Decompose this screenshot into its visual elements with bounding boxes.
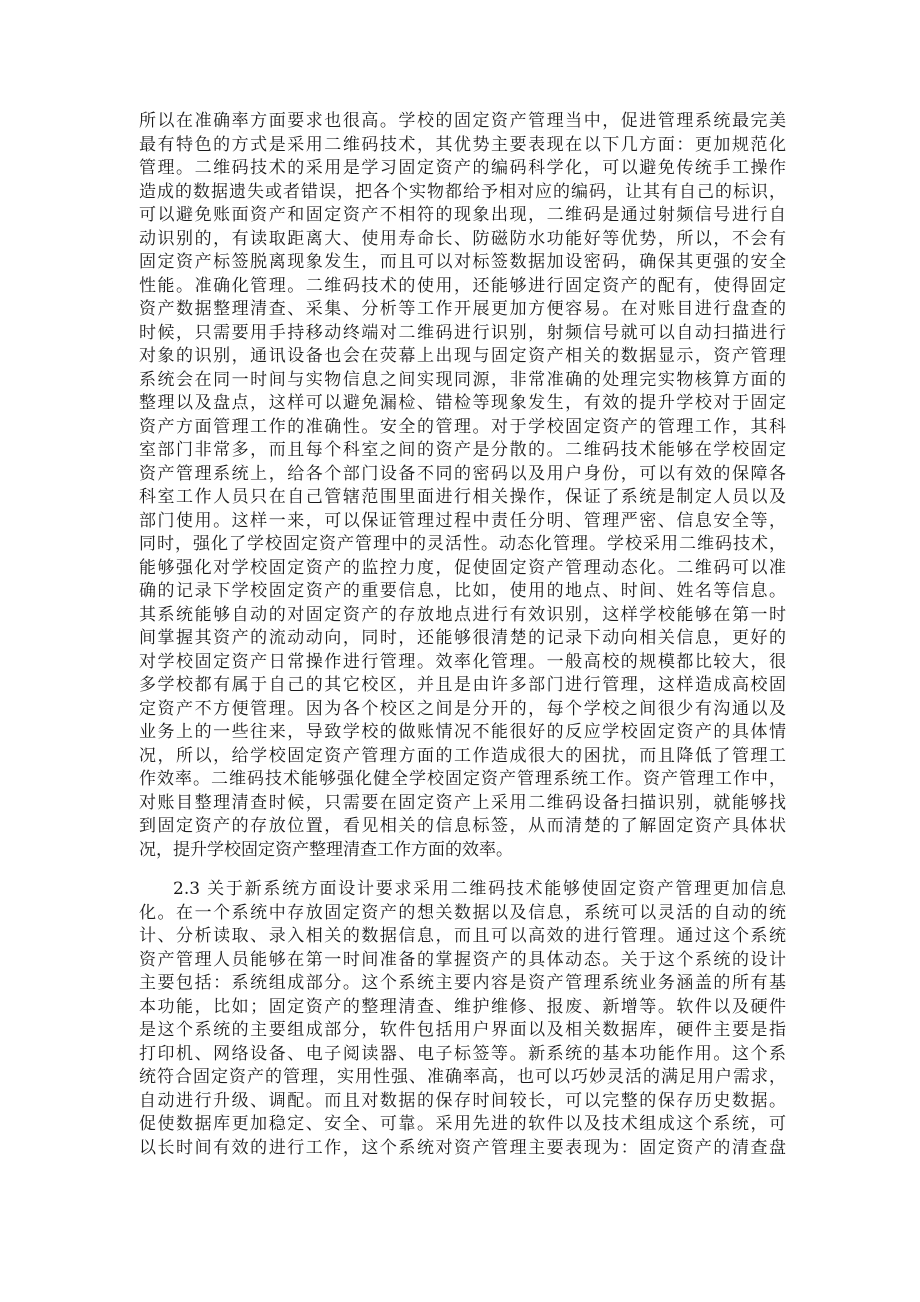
text-line: 对象的识别，通讯设备也会在荧幕上出现与固定资产相关的数据显示，资产管理 [139,346,786,366]
paragraph-gap [139,862,786,878]
text-line: 计、分析读取、录入相关的数据信息，而且可以高效的进行管理。通过这个系统 [139,926,786,946]
text-line: 确的记录下学校固定资产的重要信息，比如，使用的地点、时间、姓名等信息。 [139,581,786,601]
text-line: 对账目整理清查时候，只需要在固定资产上采用二维码设备扫描识别，就能够找 [139,792,786,813]
text-line: 资产管理系统上，给各个部门设备不同的密码以及用户身份，可以有效的保障各 [139,463,786,484]
text-line: 科室工作人员只在自己管辖范围里面进行相关操作，保证了系统是制定人员以及 [139,487,786,507]
text-line: 况，提升学校固定资产整理清查工作方面的效率。 [139,839,513,860]
text-line: 作效率。二维码技术能够强化健全学校固定资产管理系统工作。资产管理工作中， [139,769,786,789]
text-line: 主要包括：系统组成部分。这个系统主要内容是资产管理系统业务涵盖的所有基 [139,973,786,993]
text-line: 多学校都有属于自己的其它校区，并且是由许多部门进行管理，这样造成高校固 [139,675,786,695]
text-line: 最有特色的方式是采用二维码技术，其优势主要表现在以下几方面：更加规范化 [139,134,786,155]
text-line: 性能。准确化管理。二维码技术的使用，还能够进行固定资产的配有，使得固定 [139,275,786,296]
text-line: 资产数据整理清查、采集、分析等工作开展更加方便容易。在对账目进行盘查的 [139,299,786,319]
text-line: 系统会在同一时间与实物信息之间实现同源，非常准确的处理完实物核算方面的 [139,369,786,390]
text-line: 其系统能够自动的对固定资产的存放地点进行有效识别，这样学校能够在第一时 [139,604,786,625]
text-line: 资产管理人员能够在第一时间准备的掌握资产的具体动态。关于这个系统的设计 [139,949,786,970]
text-line: 打印机、网络设备、电子阅读器、电子标签等。新系统的基本功能作用。这个系 [139,1043,786,1064]
text-line: 本功能，比如；固定资产的整理清查、维护维修、报废、新增等。软件以及硬件 [139,996,786,1017]
text-line: 间掌握其资产的流动动向，同时，还能够很清楚的记录下动向相关信息，更好的 [139,628,786,648]
text-line: 固定资产标签脱离现象发生，而且可以对标签数据加设密码，确保其更强的安全 [139,252,786,272]
paragraph-2 [139,878,786,1160]
document-page [139,110,786,1160]
text-line: 促使数据库更加稳定、安全、可靠。采用先进的软件以及技术组成这个系统，可 [139,1114,786,1134]
text-line: 能够强化对学校固定资产的监控力度，促使固定资产管理动态化。二维码可以准 [139,557,786,578]
text-line: 况，所以，给学校固定资产管理方面的工作造成很大的困扰，而且降低了管理工 [139,745,786,766]
text-line: 到固定资产的存放位置，看见相关的信息标签，从而清楚的了解固定资产具体状 [139,816,786,836]
text-line: 化。在一个系统中存放固定资产的想关数据以及信息，系统可以灵活的自动的统 [139,902,786,923]
text-line: 管理。二维码技术的采用是学习固定资产的编码科学化，可以避免传统手工操作 [139,158,786,178]
text-line: 可以避免账面资产和固定资产不相符的现象出现，二维码是通过射频信号进行自 [139,205,786,225]
text-line: 2.3 关于新系统方面设计要求采用二维码技术能够使固定资产管理更加信息 [173,879,786,899]
text-line: 是这个系统的主要组成部分，软件包括用户界面以及相关数据库，硬件主要是指 [139,1020,786,1040]
text-line: 资产方面管理工作的准确性。安全的管理。对于学校固定资产的管理工作，其科 [139,416,786,437]
text-line: 整理以及盘点，这样可以避免漏检、错检等现象发生，有效的提升学校对于固定 [139,393,786,413]
text-line: 同时，强化了学校固定资产管理中的灵活性。动态化管理。学校采用二维码技术， [139,534,786,554]
text-line: 对学校固定资产日常操作进行管理。效率化管理。一般高校的规模都比较大，很 [139,651,786,672]
text-line: 动识别的，有读取距离大、使用寿命长、防磁防水功能好等优势，所以，不会有 [139,228,786,249]
text-line: 定资产不方便管理。因为各个校区之间是分开的，每个学校之间很少有沟通以及 [139,698,786,719]
text-line: 自动进行升级、调配。而且对数据的保存时间较长，可以完整的保存历史数据。 [139,1090,786,1111]
text-line: 以长时间有效的进行工作，这个系统对资产管理主要表现为：固定资产的清查盘 [139,1137,786,1158]
text-line: 所以在准确率方面要求也很高。学校的固定资产管理当中，促进管理系统最完美 [139,111,786,131]
text-line: 时候，只需要用手持移动终端对二维码进行识别，射频信号就可以自动扫描进行 [139,322,786,343]
text-line: 室部门非常多，而且每个科室之间的资产是分散的。二维码技术能够在学校固定 [139,440,786,460]
text-line: 部门使用。这样一来，可以保证管理过程中责任分明、管理严密、信息安全等， [139,510,786,531]
paragraph-1 [139,110,786,862]
text-line: 统符合固定资产的管理，实用性强、准确率高，也可以巧妙灵活的满足用户需求， [139,1067,786,1087]
text-line: 业务上的一些往来，导致学校的做账情况不能很好的反应学校固定资产的具体情 [139,722,786,742]
text-line: 造成的数据遗失或者错误，把各个实物都给予相对应的编码，让其有自己的标识， [139,181,786,202]
